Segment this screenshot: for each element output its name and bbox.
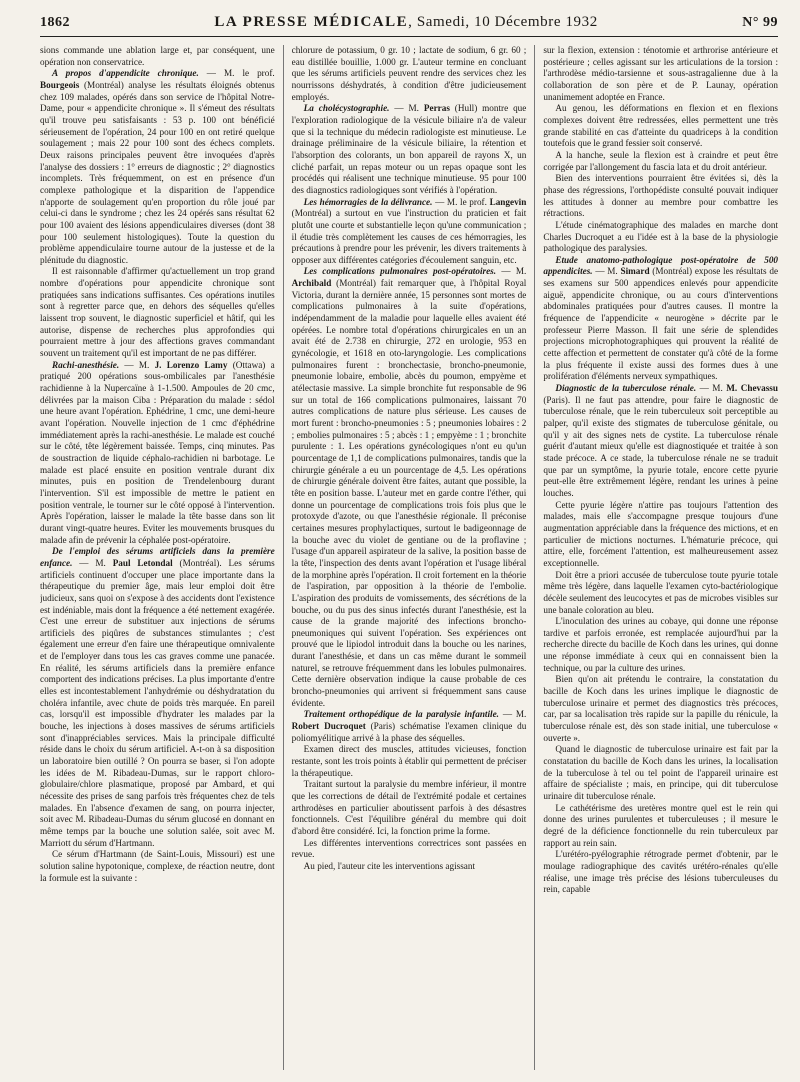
paragraph: Le cathétérisme des uretères montre quel est le rein qui donne des urines purulentes et tuberculeuses ; il mesure le degré de la déficience fonctionnelle du rein tuberculeux par rapport au rein sain. — [543, 802, 778, 848]
article-section — [292, 103, 527, 196]
section-text: (Montréal) analyse les résultats éloignés obtenus chez 109 malades, opérés dans son service de l'hôpital Notre-Dame, pour « appendicite chronique ». Il s'émeut des résultats qu'il trouve peu satisfaisants : 53 p. 100 ont bénéficié sérieusement de l'opération, 24 pour 100 en ont retiré quelque soulagement ; mais 22 pour 100 sont des échecs complets. Deux raisons principales peuvent être invoquées d'après l'analyse des dossiers : 1° erreurs de diagnostic ; 2° diagnostics incomplets. Très fréquemment, on est en présence d'un complexe pathologique et la disparition de l'appendice n'apporte de soulagement qu'en proportion du rôle joué par celui-ci dans le syndrome ; chez les 24 opérés sans résultat 62 pour 100 avaient des lésions appendiculaires diverses (dont 38 pour 100 seulement histologiques). Toute la question du problème appendiculaire tourne autour de la justesse et de la plénitude du diagnostic. — [40, 79, 275, 265]
section-text: (Ottawa) a pratiqué 200 opérations sous-ombilicales par l'anesthésie rachidienne à la Nupercaïne à 1-1.500. Ampoules de 20 cmc, délivrées par la maison Ciba : Préparation du malade : sédol une heure avant l'opération. Ephédrine, 1 cmc, une demi-heure avant l'opération. Nouvelle injection de 1 cmc d'éphédrine immédiatement après la rachi-anesthésie. Le malade est couché sur le côté, tête légèrement baissée. Temps, cinq minutes. Pas de soustraction de liquide céphalo-rachidien ni barbotage. Le malade est placé ensuite en position ventrale durant dix minutes, puis en position de Trendelenbourg durant l'intervention. S'il est impossible de mettre le patient en position ventrale, le tourner sur le côté opposé à l'intervention. Après l'opération, laisser le malade la tête basse dans son lit durant vingt-quatre heures. Eviter les mouvements brusques du malade afin de prévenir la céphalée post-opératoire. — [40, 359, 275, 545]
section-text: (Paris) schématise l'examen clinique du poliomyélitique arrivé à la phase des séquelles. — [291, 721, 527, 743]
article-section — [292, 197, 527, 267]
journal-name: LA PRESSE MÉDICALE — [214, 14, 409, 30]
section-author: M. Chevassu — [726, 383, 778, 394]
article-columns — [40, 45, 778, 1070]
paragraph: Ce sérum d'Hartmann (de Saint-Louis, Missouri) est une solution saline hypotonique, complexe, de réaction neutre, dont la formule est la suivante : — [40, 849, 275, 883]
section-text: (Montréal) a surtout en vue l'instruction du praticien et fait plutôt une courte et substantielle leçon qu'une communication ; il étudie très complètement les causes de ces hémorragies, les précautions à prendre pour les prévenir, les divers traitements à opposer aux différentes catégories d'écoulement sanguin, etc. — [291, 208, 527, 265]
paragraph: Doit être a priori accusée de tuberculose toute pyurie totale même très légère, dans laquelle l'examen cyto-bactériologique décèle seulement des leucocytes et pas de microbes visibles sur une banale coloration au bleu. — [543, 569, 778, 615]
article-section — [40, 68, 275, 266]
section-title: Les complications pulmonaires post-opératoires. — [303, 266, 497, 277]
paragraph: L'inoculation des urines au cobaye, qui donne une réponse tardive et parfois erronée, est remplacée aujourd'hui par la recherche directe du bacille de Koch dans les urines, qui donne une réponse immédiate à ceux qui en connaissent bien la technique, ou par la culture des urines. — [543, 616, 778, 673]
section-author: Bourgeois — [40, 79, 80, 90]
section-title: De l'emploi des sérums artificiels dans la première enfance. — [40, 546, 275, 568]
section-separator: — M. — [592, 266, 621, 277]
section-separator: — M. — [72, 557, 113, 568]
paragraph: Bien qu'on ait prétendu le contraire, la constatation du bacille de Koch dans les urines implique le diagnostic de tuberculose urinaire et permet des diagnostics très précoces, car, par sa localisation très rapide sur la papille du rénicule, la tuberculose rénale est, dès son stade initial, une tuberculose « ouverte ». — [543, 674, 778, 743]
paragraph: Examen direct des muscles, attitudes vicieuses, fonction restante, sont les trois points à établir qui permettent de préciser la thérapeutique. — [291, 744, 527, 778]
section-author: Perras — [423, 103, 450, 114]
page-year: 1862 — [40, 15, 70, 30]
paragraph: Il est raisonnable d'affirmer qu'actuellement un trop grand nombre d'opérations pour appendicite chronique sont pratiquées sans indications suffisantes. Ces opérations inutiles sont à regretter parce que, en dehors des séquelles qu'elles laissent trop souvent, le diagnostic superficiel et hâtif, qui les autorise, dispense de recherches plus approfondies qui pourraient mettre à jour des affections graves commandant souvent un traitement qu'il est important de ne pas différer. — [40, 266, 275, 359]
paragraph: Bien des interventions pourraient être évitées si, dès la phase des régressions, l'orthopédiste consulté pouvait indiquer les attitudes à donner au membre pour combattre les rétractions. — [543, 173, 778, 219]
section-author: Simard — [620, 266, 650, 277]
paragraph: L'urétéro-pyélographie rétrograde permet d'obtenir, par le moulage radiographique des cavités urétéro-rénales qu'elle réalise, une image très précise des lésions tuberculeuses du rein, capable — [543, 849, 778, 895]
paragraph: Au pied, l'auteur cite les interventions agissant — [303, 860, 475, 871]
article-section — [292, 709, 527, 744]
column-1 — [40, 45, 283, 1070]
paragraph: sur la flexion, extension : ténotomie et arthrorise antérieure et postérieure ; celles agissant sur les articulations de la torsion : l'arthrodèse médio-tarsienne et sous-astragalienne due à la collaboration de son père et de P. Launay, opération unanimement adoptée en France. — [543, 45, 778, 102]
article-section — [543, 255, 778, 383]
section-separator: — M. — [498, 709, 527, 720]
section-title: A propos d'appendicite chronique. — [52, 68, 199, 79]
paragraph: Cette pyurie légère n'attire pas toujours l'attention des malades, mais elle s'accompagne presque toujours d'une augmentation appréciable dans la fréquence des mictions, et en particulier de mictions nocturnes. L'hématurie précoce, qui attire, elle, forcément l'attention, est malheureusement assez exceptionnelle. — [543, 499, 778, 568]
section-text: (Hull) montre que l'exploration radiologique de la vésicule biliaire n'a de valeur que si la technique du médecin radiologiste est minutieuse. Le drainage préliminaire de la vésicule biliaire, la rétention et l'absorption des colorants, un bon appareil de rayons X, un cliché parfait, un repas moteur ou un repas opaque sont les procédés qui réalisent une technique minutieuse. 95 pour 100 des diagnostics radiologiques sont vérifiés à l'opération. — [291, 103, 527, 195]
section-title: Etude anatomo-pathologique post-opératoire de 500 appendicites. — [543, 254, 778, 277]
paragraph: Les différentes interventions correctrices sont passées en revue. — [291, 837, 527, 860]
section-author: J. Lorenzo Lamy — [154, 359, 228, 370]
article-section — [40, 360, 275, 547]
section-text: (Montréal) expose les résultats de ses examens sur 500 appendices enlevés pour appendicite aiguë, appendicite chronique, ou au cours d'interventions abdominales pratiquées pour d'autres causes. Il montre la fréquence de l'appendicite « neurogène » décrite par le professeur Pierre Masson. Il fait une série de splendides projections microphotographiques qui prouvent la réalité de cette affection et permettent de constater qu'à côté de la forme la plus fréquente il existe aussi des formes dues à une prolifération d'éléments nerveux sympathiques. — [543, 266, 778, 382]
paragraph: chlorure de potassium, 0 gr. 10 ; lactate de sodium, 6 gr. 60 ; eau distillée bouillie, 1.000 gr. L'auteur termine en concluant que les sérums artificiels peuvent rendre des services chez les nourrissons déshydratés, à condition d'être judicieusement employés. — [291, 45, 527, 102]
column-3 — [534, 45, 778, 1070]
section-separator: — M. — [119, 359, 155, 370]
section-separator: — M. le prof. — [198, 68, 275, 79]
column-2 — [283, 45, 535, 1070]
section-separator: — M. — [389, 103, 424, 114]
paragraph: Traitant surtout la paralysie du membre inférieur, il montre que les corrections de détail de l'extrémité podale et certaines arthrodèses en particulier aboutissent parfois à des désastres fonctionnels. C'est l'équilibre général du membre qui doit d'abord être considéré. Ici, la fonction prime la forme. — [291, 779, 527, 836]
paragraph: Quand le diagnostic de tuberculose urinaire est fait par la constatation du bacille de Koch dans les urines, la localisation de la tuberculose à tel ou tel point de l'appareil urinaire est affaire de spécialiste ; mais, en principe, qui dit tuberculose urinaire dit tuberculose rénale. — [543, 744, 778, 801]
section-author: Langevin — [489, 196, 527, 207]
article-section — [543, 383, 778, 500]
paragraph: Au genou, les déformations en flexion et en flexions complexes doivent être redressées, elles permettent une très grande stabilité en cas d'atteinte du quadriceps à la condition toutefois que le grand fessier soit conservé. — [543, 103, 778, 149]
section-text: (Montréal). Les sérums artificiels continuent d'occuper une place importante dans la thérapeutique du premier âge, mais leur emploi doit être judicieux, sans quoi on s'expose à des accidents dont l'existence est indéniable, mais dont la fréquence a été nettement exagérée. C'est une erreur de substituer aux injections de sérums artificiels des piqûres de substances stimulantes ; c'est également une erreur d'en faire une thérapeutique omnivalente et de l'employer dans tous les cas graves comme une panacée. En réalité, les sérums artificiels dans la première enfance comportent des indications précises. La plus importante d'entre elles est incontestablement l'anhydrémie ou déshydratation du choléra infantile, avec chute de poids très marquée. En pareil cas, lorsqu'il est impossible d'hydrater les malades par la bouche, les injections à doses massives de sérums artificiels sont d'inappréciables services. Mais la principale difficulté réside dans le choix du sérum artificiel. A-t-on à sa disposition un laboratoire bien outillé ? On pourra se baser, si l'on adopte les idées de M. Ribadeau-Dumas, sur le rapport chloro-globulaire/chlore plasmatique, proposé par Ambard, et qui nécessite des prises de sang parfois très fréquentes chez de tels malades. En l'absence d'examen de sang, on pourra injecter, soit avec M. Ribadeau-Dumas du sérum glucosé en donnant en même temps par la bouche une solution salée, soit avec M. Marriott du sérum d'Hartmann. — [40, 557, 275, 848]
section-title: Les hémorragies de la délivrance. — [303, 196, 433, 207]
section-separator: — M. le prof. — [432, 196, 490, 207]
paragraph: L'étude cinématographique des malades en marche dont Charles Ducroquet a eu l'idée est à la base de la physiologie pathologique des paralysies. — [543, 219, 778, 254]
issue-number: N° 99 — [742, 15, 778, 30]
section-separator: — M. — [496, 266, 527, 277]
section-author: Archibald — [291, 278, 332, 289]
section-author: Robert Ducroquet — [291, 721, 366, 732]
page-header — [40, 14, 778, 37]
article-section — [292, 266, 527, 709]
article-section — [40, 546, 275, 849]
section-title: Diagnostic de la tuberculose rénale. — [555, 383, 697, 394]
paragraph: sions commande une ablation large et, par conséquent, une opération non conservatrice. — [40, 45, 275, 67]
section-title: Rachi-anesthésie. — [52, 359, 120, 370]
section-separator: — M. — [696, 383, 727, 394]
section-text: (Montréal) fait remarquer que, à l'hôpital Royal Victoria, durant la dernière année, 15 personnes sont mortes de complications pulmonaires à la suite d'opérations, indépendamment de la maladie pour laquelle elles avaient été opérées. Le nombre total d'opérations chirurgicales en un an avait été de 2.738 en chirurgie, 272 en urologie, 953 en gynécologie, et 1618 en oto-laryngologie. Les complications pulmonaires furent : bronchectasie, broncho-pneumonie, pneumonie lobaire, embolie, abcès du poumon, empyème et atélectasie massive. La simple bronchite fut responsable de 96 sur un total de 166 complications pulmonaires, laissant 70 autres complications de nature plus sérieuse. Les causes de mort furent : broncho-pneumonies : 5 ; pneumonies lobaires : 2 ; embolies pulmonaires : 5 ; abcès : 1 ; empyème : 1 ; bronchite purulente : 1. Les opérations gynécologiques n'ont eu qu'un pourcentage de 1,1 de complications pulmonaires, tandis que la chirurgie générale a eu un pourcentage de 4,5. Les opérations de chirurgie générale doivent être faites, autant que possible, la tête en position basse. L'auteur met en garde contre l'éther, qui donne un pourcentage de complications trois fois plus que le protoxyde d'azote, ou que l'anesthésie régionale. Il préconise certaines mesures prophylactiques, surtout le badigeonnage de la bouche avec du violet de gentiane ou de la proflavine ; l'usage d'un appareil aspirateur de la salive, la position basse de la tête, l'inspection des dents avant l'opération et l'usage libéral de la morphine après l'opération. Il croit fortement en la théorie de l'aspiration, par opposition à la théorie de l'embolie. L'aspiration des produits de vomissements, des sécrétions de la bouche, ou du pus des sinus infectés durant l'anesthésie, est la cause de la grande majorité des infections broncho-pneumoniques qui suivent l'opération. Ses expériences ont prouvé que le lipiodol introduit dans la bouche ou les narines, durant l'anesthésie, et dans un cas même durant le sommeil naturel, se retrouve fréquemment dans les lobules pulmonaires. Cette dernière observation indique la cause probable de ces broncho-pneumonies qui arrivent si fréquemment sans cause évidente. — [291, 278, 527, 708]
section-author: Paul Letondal — [112, 557, 173, 568]
section-title: Traitement orthopédique de la paralysie infantile. — [303, 709, 499, 720]
masthead — [214, 14, 597, 31]
issue-date: , Samedi, 10 Décembre 1932 — [408, 14, 598, 30]
paragraph: A la hanche, seule la flexion est à craindre et peut être corrigée par l'allongement du fascia lata et du droit antérieur. — [543, 149, 778, 172]
section-title: La cholécystographie. — [303, 103, 390, 114]
section-text: (Paris). Il ne faut pas attendre, pour faire le diagnostic de tuberculose rénale, que le rein tuberculeux soit perceptible au palper, qu'il existe des stigmates de tuberculose génitale, ou qu'il y ait des signes nets de cystite. La tuberculose rénale guérit d'autant mieux qu'elle est diagnostiquée et traitée à son stade précoce. A ce stade, la tuberculose rénale ne se traduit que par un symptôme, la pyurie totale, encore cette pyurie peut-elle être extrêmement légère, rendant les urines à peine louches. — [543, 394, 778, 498]
